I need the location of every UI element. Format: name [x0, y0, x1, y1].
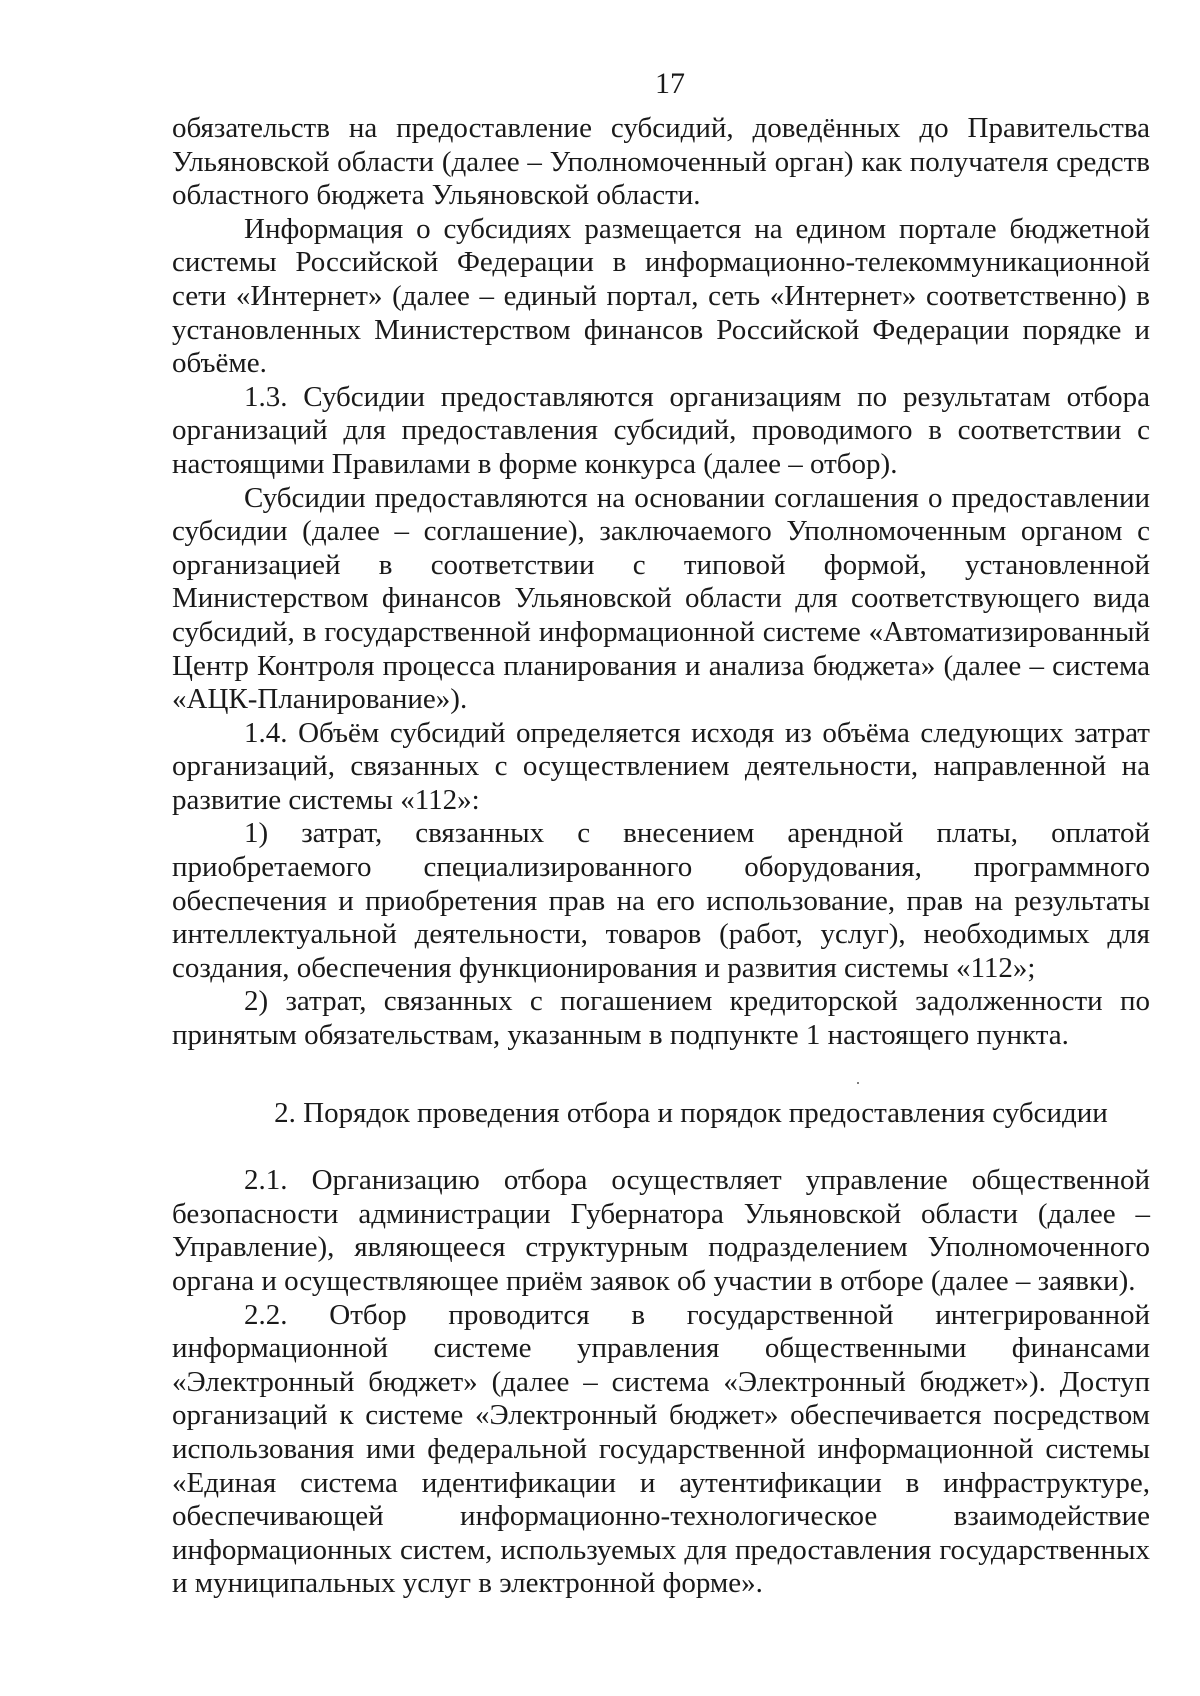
paragraph: 2.1. Организацию отбора осуществляет управление общественной безопасности администрации Губернатора Ульяновской области (далее – Управление), являющееся структурным подразделением Уполномоченного органа и осуществляющее приём заявок об участии в отборе (далее – заявки). — [172, 1164, 1150, 1297]
paragraph: 1) затрат, связанных с внесением арендной платы, оплатой приобретаемого специализированного оборудования, программного обеспечения и приобретения прав на его использование, прав на результаты интеллектуальной деятельности, товаров (работ, услуг), необходимых для создания, обеспечения функционирования и развития системы «112»; — [172, 817, 1150, 984]
page-number: 17 — [655, 67, 685, 100]
paragraph: Информация о субсидиях размещается на едином портале бюджетной системы Российской Федерации в информационно-телекоммуникационной сети «Интернет» (далее – единый портал, сеть «Интернет» соответственно) в установленных Министерством финансов Российской Федерации порядке и объёме. — [172, 212, 1150, 380]
paragraph: Субсидии предоставляются на основании соглашения о предоставлении субсидии (далее – соглашение), заключаемого Уполномоченным органом с организацией в соответствии с типовой формой, установленной Министерством финансов Ульяновской области для соответствующего вида субсидий, в государственной информационной системе «Автоматизированный Центр Контроля процесса планирования и анализа бюджета» (далее – система «АЦК-Планирование»). — [172, 481, 1150, 716]
paragraph: обязательств на предоставление субсидий, доведённых до Правительства Ульяновской области (далее – Уполномоченный орган) как получателя средств областного бюджета Ульяновской области. — [172, 112, 1150, 212]
paragraph: 1.4. Объём субсидий определяется исходя из объёма следующих затрат организаций, связанных с осуществлением деятельности, направленной на развитие системы «112»: — [172, 716, 1150, 816]
section-heading: 2. Порядок проведения отбора и порядок предоставления субсидии — [274, 1096, 1108, 1129]
document-body — [172, 112, 1150, 1601]
spacer — [172, 1053, 1150, 1097]
scan-dot-mark — [857, 1082, 859, 1084]
paragraph: 1.3. Субсидии предоставляются организациям по результатам отбора организаций для предоставления субсидий, проводимого в соответствии с настоящими Правилами в форме конкурса (далее – отбор). — [172, 380, 1150, 480]
paragraph: 2.2. Отбор проводится в государственной интегрированной информационной системе управления общественными финансами «Электронный бюджет» (далее – система «Электронный бюджет»). Доступ организаций к системе «Электронный бюджет» обеспечивается посредством использования ими федеральной государственной информационной системы «Единая система идентификации и аутентификации в инфраструктуре, обеспечивающей информационно-технологическое взаимодействие информационных систем, используемых для предоставления государственных и муниципальных услуг в электронной форме». — [172, 1298, 1150, 1600]
spacer — [172, 1130, 1150, 1164]
paragraph: 2) затрат, связанных с погашением кредиторской задолженности по принятым обязательствам, указанным в подпункте 1 настоящего пункта. — [172, 985, 1150, 1052]
